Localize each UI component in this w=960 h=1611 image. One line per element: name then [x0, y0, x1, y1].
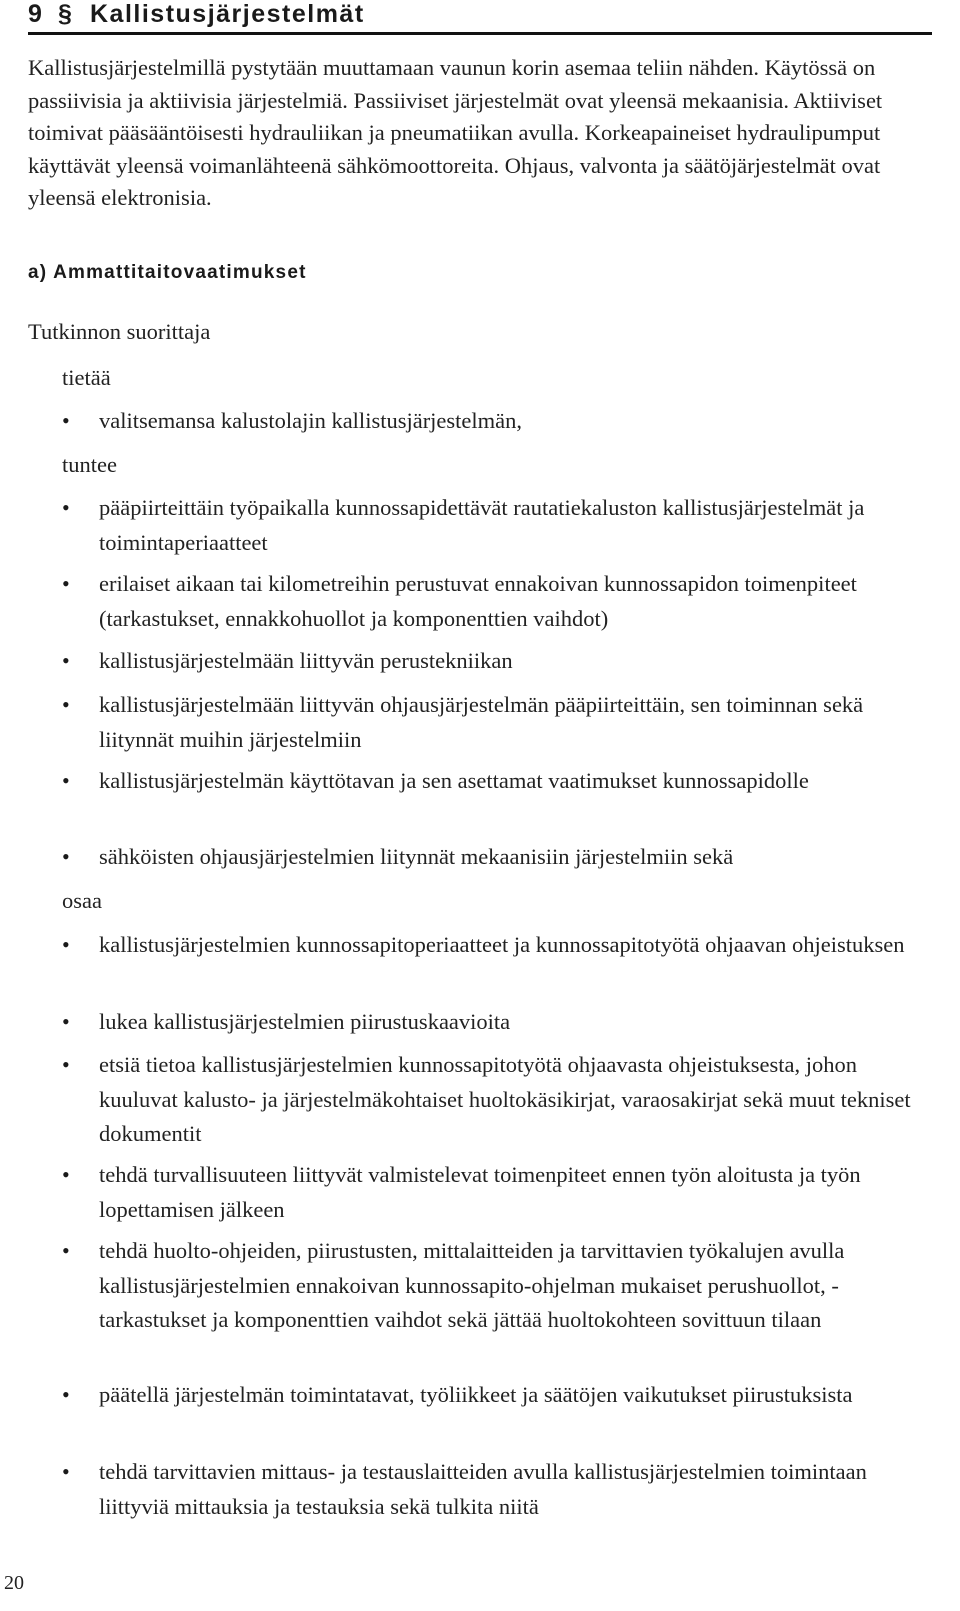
bullet: • [62, 495, 70, 520]
bullet: • [62, 768, 70, 793]
list-item: erilaiset aikaan tai kilometreihin perustuvat ennakoivan kunnossapidon toimenpiteet (tarkastukset, ennakkohuollot ja komponenttien vaihdot) [99, 571, 857, 631]
group-label-understands: tuntee [62, 452, 117, 477]
section-number: 9 [28, 0, 44, 28]
bullet: • [62, 692, 70, 717]
bullet: • [62, 844, 70, 869]
bullet: • [62, 1052, 70, 1077]
list-item: tehdä turvallisuuteen liittyvät valmistelevat toimenpiteet ennen työn aloitusta ja työn lopettamisen jälkeen [99, 1162, 861, 1222]
group-label-can: osaa [62, 888, 102, 913]
bullet: • [62, 1382, 70, 1407]
page-number: 20 [4, 1572, 24, 1594]
bullet: • [62, 648, 70, 673]
list-item: kallistusjärjestelmän käyttötavan ja sen asettamat vaatimukset kunnossapidolle [99, 768, 809, 793]
list-item: kallistusjärjestelmien kunnossapitoperiaatteet ja kunnossapitotyötä ohjaavan ohjeistuksen [99, 932, 905, 957]
list-item: valitsemansa kalustolajin kallistusjärjestelmän, [99, 408, 523, 433]
bullet: • [62, 1459, 70, 1484]
list-item: päätellä järjestelmän toimintatavat, työliikkeet ja säätöjen vaikutukset piirustuksista [99, 1382, 853, 1407]
bullet: • [62, 1009, 70, 1034]
bullet: • [62, 1238, 70, 1263]
list-item: tehdä huolto-ohjeiden, piirustusten, mittalaitteiden ja tarvittavien työkalujen avulla kallistusjärjestelmien ennakoivan kunnossapito-ohjelman mukaiset perushuollot, -tarkastukset ja komponenttien vaihdot sekä jättää huoltokohteen sovittuun tilaan [99, 1238, 845, 1332]
lead-text: Tutkinnon suorittaja [28, 319, 211, 344]
bullet: • [62, 1162, 70, 1187]
intro-paragraph [28, 52, 928, 215]
list-item: kallistusjärjestelmään liittyvän ohjausjärjestelmän pääpiirteittäin, sen toiminnan sekä liitynnät muihin järjestelmiin [99, 692, 864, 752]
section-title: Kallistusjärjestelmät [90, 0, 365, 28]
subheading: a) Ammattitaitovaatimukset [28, 262, 307, 283]
list-item: tehdä tarvittavien mittaus- ja testauslaitteiden avulla kallistusjärjestelmien toimintaan liittyviä mittauksia ja testauksia sekä tulkita niitä [99, 1459, 867, 1519]
list-item: kallistusjärjestelmään liittyvän perustekniikan [99, 648, 513, 673]
group-label-knows: tietää [62, 365, 111, 390]
bullet: • [62, 932, 70, 957]
intro-text: Kallistusjärjestelmillä pystytään muuttamaan vaunun korin asemaa teliin nähden. Käytössä on passiivisia ja aktiivisia järjestelmiä. Passiiviset järjestelmät ovat yleensä mekaanisia. Aktiiviset toimivat pääsääntöisesti hydrauliikan ja pneumatiikan avulla. Korkeapaineiset hydraulipumput käyttävät yleensä voimanlähteenä sähkömoottoreita. Ohjaus, valvonta ja säätöjärjestelmät ovat yleensä elektronisia. [28, 55, 883, 210]
list-item: etsiä tietoa kallistusjärjestelmien kunnossapitotyötä ohjaavasta ohjeistuksesta, johon kuuluvat kalusto- ja järjestelmäkohtaiset huoltokäsikirjat, varaosakirjat sekä muut tekniset dokumentit [99, 1052, 911, 1146]
list-item: lukea kallistusjärjestelmien piirustuskaavioita [99, 1009, 511, 1034]
list-item: pääpiirteittäin työpaikalla kunnossapidettävät rautatiekaluston kallistusjärjestelmät ja toimintaperiaatteet [99, 495, 865, 555]
list-item: sähköisten ohjausjärjestelmien liitynnät mekaanisiin järjestelmiin sekä [99, 844, 734, 869]
section-symbol: § [58, 0, 74, 28]
bullet: • [62, 408, 70, 433]
bullet: • [62, 571, 70, 596]
section-heading [28, 0, 932, 35]
